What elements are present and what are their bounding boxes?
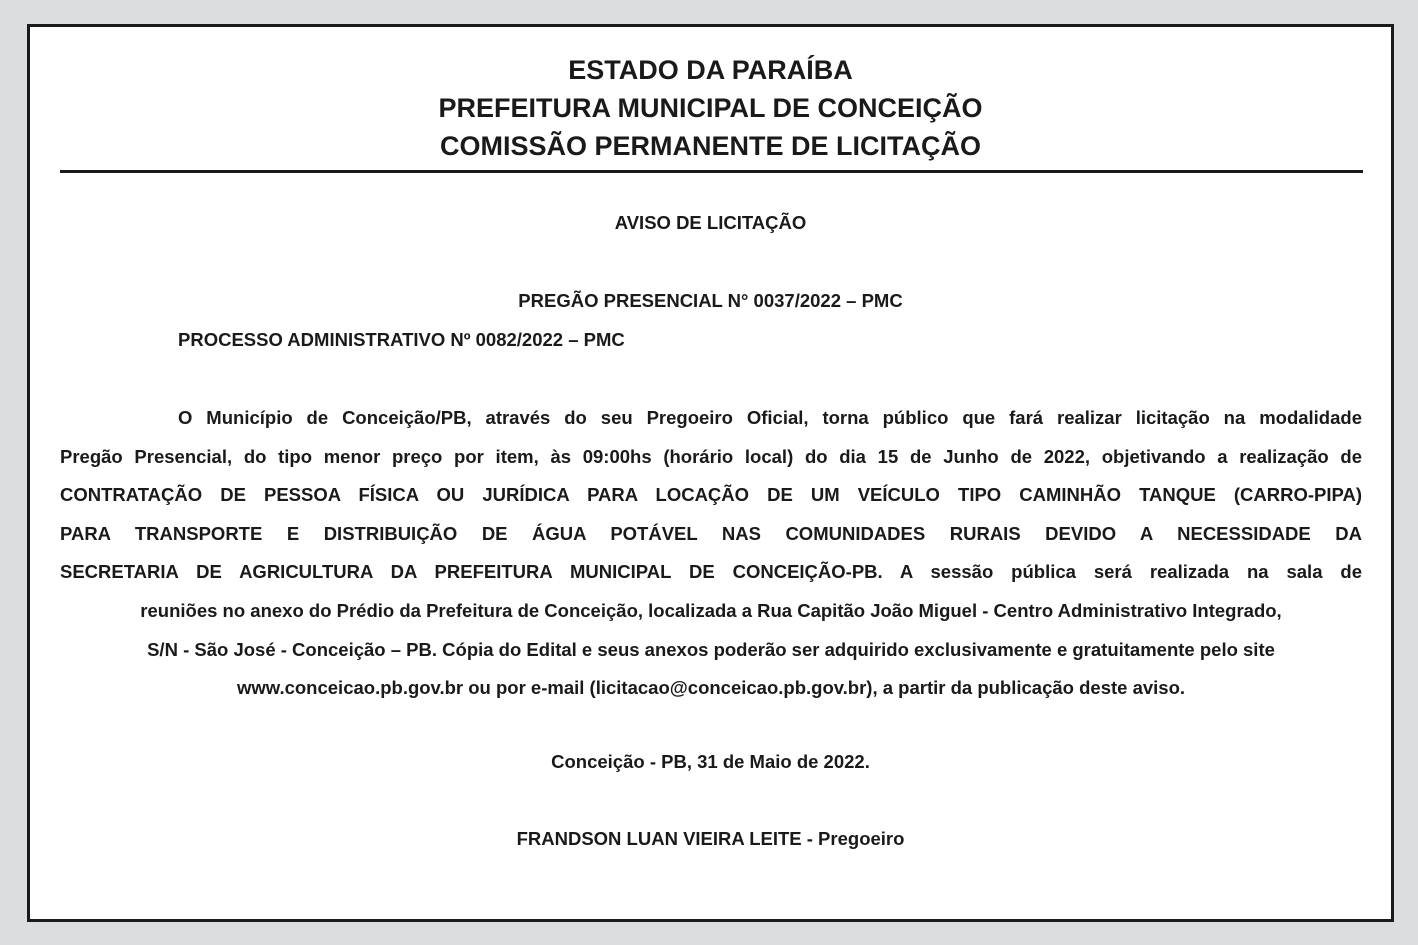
body-line: Pregão Presencial, do tipo menor preço por item, às 09:00hs (horário local) do dia 15 de Junho de 2022, objetivando a realização de: [60, 445, 1362, 467]
body-line: PARA TRANSPORTE E DISTRIBUIÇÃO DE ÁGUA POTÁVEL NAS COMUNIDADES RURAIS DEVIDO A NECESSIDADE DA: [60, 522, 1362, 544]
body-line: CONTRATAÇÃO DE PESSOA FÍSICA OU JURÍDICA PARA LOCAÇÃO DE UM VEÍCULO TIPO CAMINHÃO TANQUE (CARRO-PIPA): [60, 484, 1362, 506]
header-block: [30, 51, 1391, 165]
header-state: ESTADO DA PARAÍBA: [568, 55, 853, 85]
notice-title: AVISO DE LICITAÇÃO: [614, 212, 807, 233]
header-divider: [60, 170, 1363, 173]
header-commission: COMISSÃO PERMANENTE DE LICITAÇÃO: [439, 131, 981, 161]
date-line: Conceição - PB, 31 de Maio de 2022.: [551, 751, 870, 772]
signature-line: FRANDSON LUAN VIEIRA LEITE - Pregoeiro: [516, 828, 905, 849]
header-prefecture: PREFEITURA MUNICIPAL DE CONCEIÇÃO: [438, 93, 983, 123]
pregao-number: PREGÃO PRESENCIAL N° 0037/2022 – PMC: [518, 290, 903, 311]
processo-number: PROCESSO ADMINISTRATIVO Nº 0082/2022 – PMC: [178, 329, 625, 350]
body-line: SECRETARIA DE AGRICULTURA DA PREFEITURA MUNICIPAL DE CONCEIÇÃO-PB. A sessão pública será realizada na sala de: [60, 561, 1362, 583]
body-line: S/N - São José - Conceição – PB. Cópia do Edital e seus anexos poderão ser adquirido exclusivamente e gratuitamente pelo site: [147, 638, 1275, 660]
body-line: O Município de Conceição/PB, através do seu Pregoeiro Oficial, torna público que fará realizar licitação na modalidade: [178, 407, 1362, 428]
notice-frame: [27, 24, 1394, 922]
notice-body: [60, 399, 1362, 708]
body-line: www.conceicao.pb.gov.br ou por e-mail (licitacao@conceicao.pb.gov.br), a partir da publicação deste aviso.: [236, 677, 1186, 699]
body-line: reuniões no anexo do Prédio da Prefeitura de Conceição, localizada a Rua Capitão João Miguel - Centro Administrativo Integrado,: [140, 599, 1282, 621]
